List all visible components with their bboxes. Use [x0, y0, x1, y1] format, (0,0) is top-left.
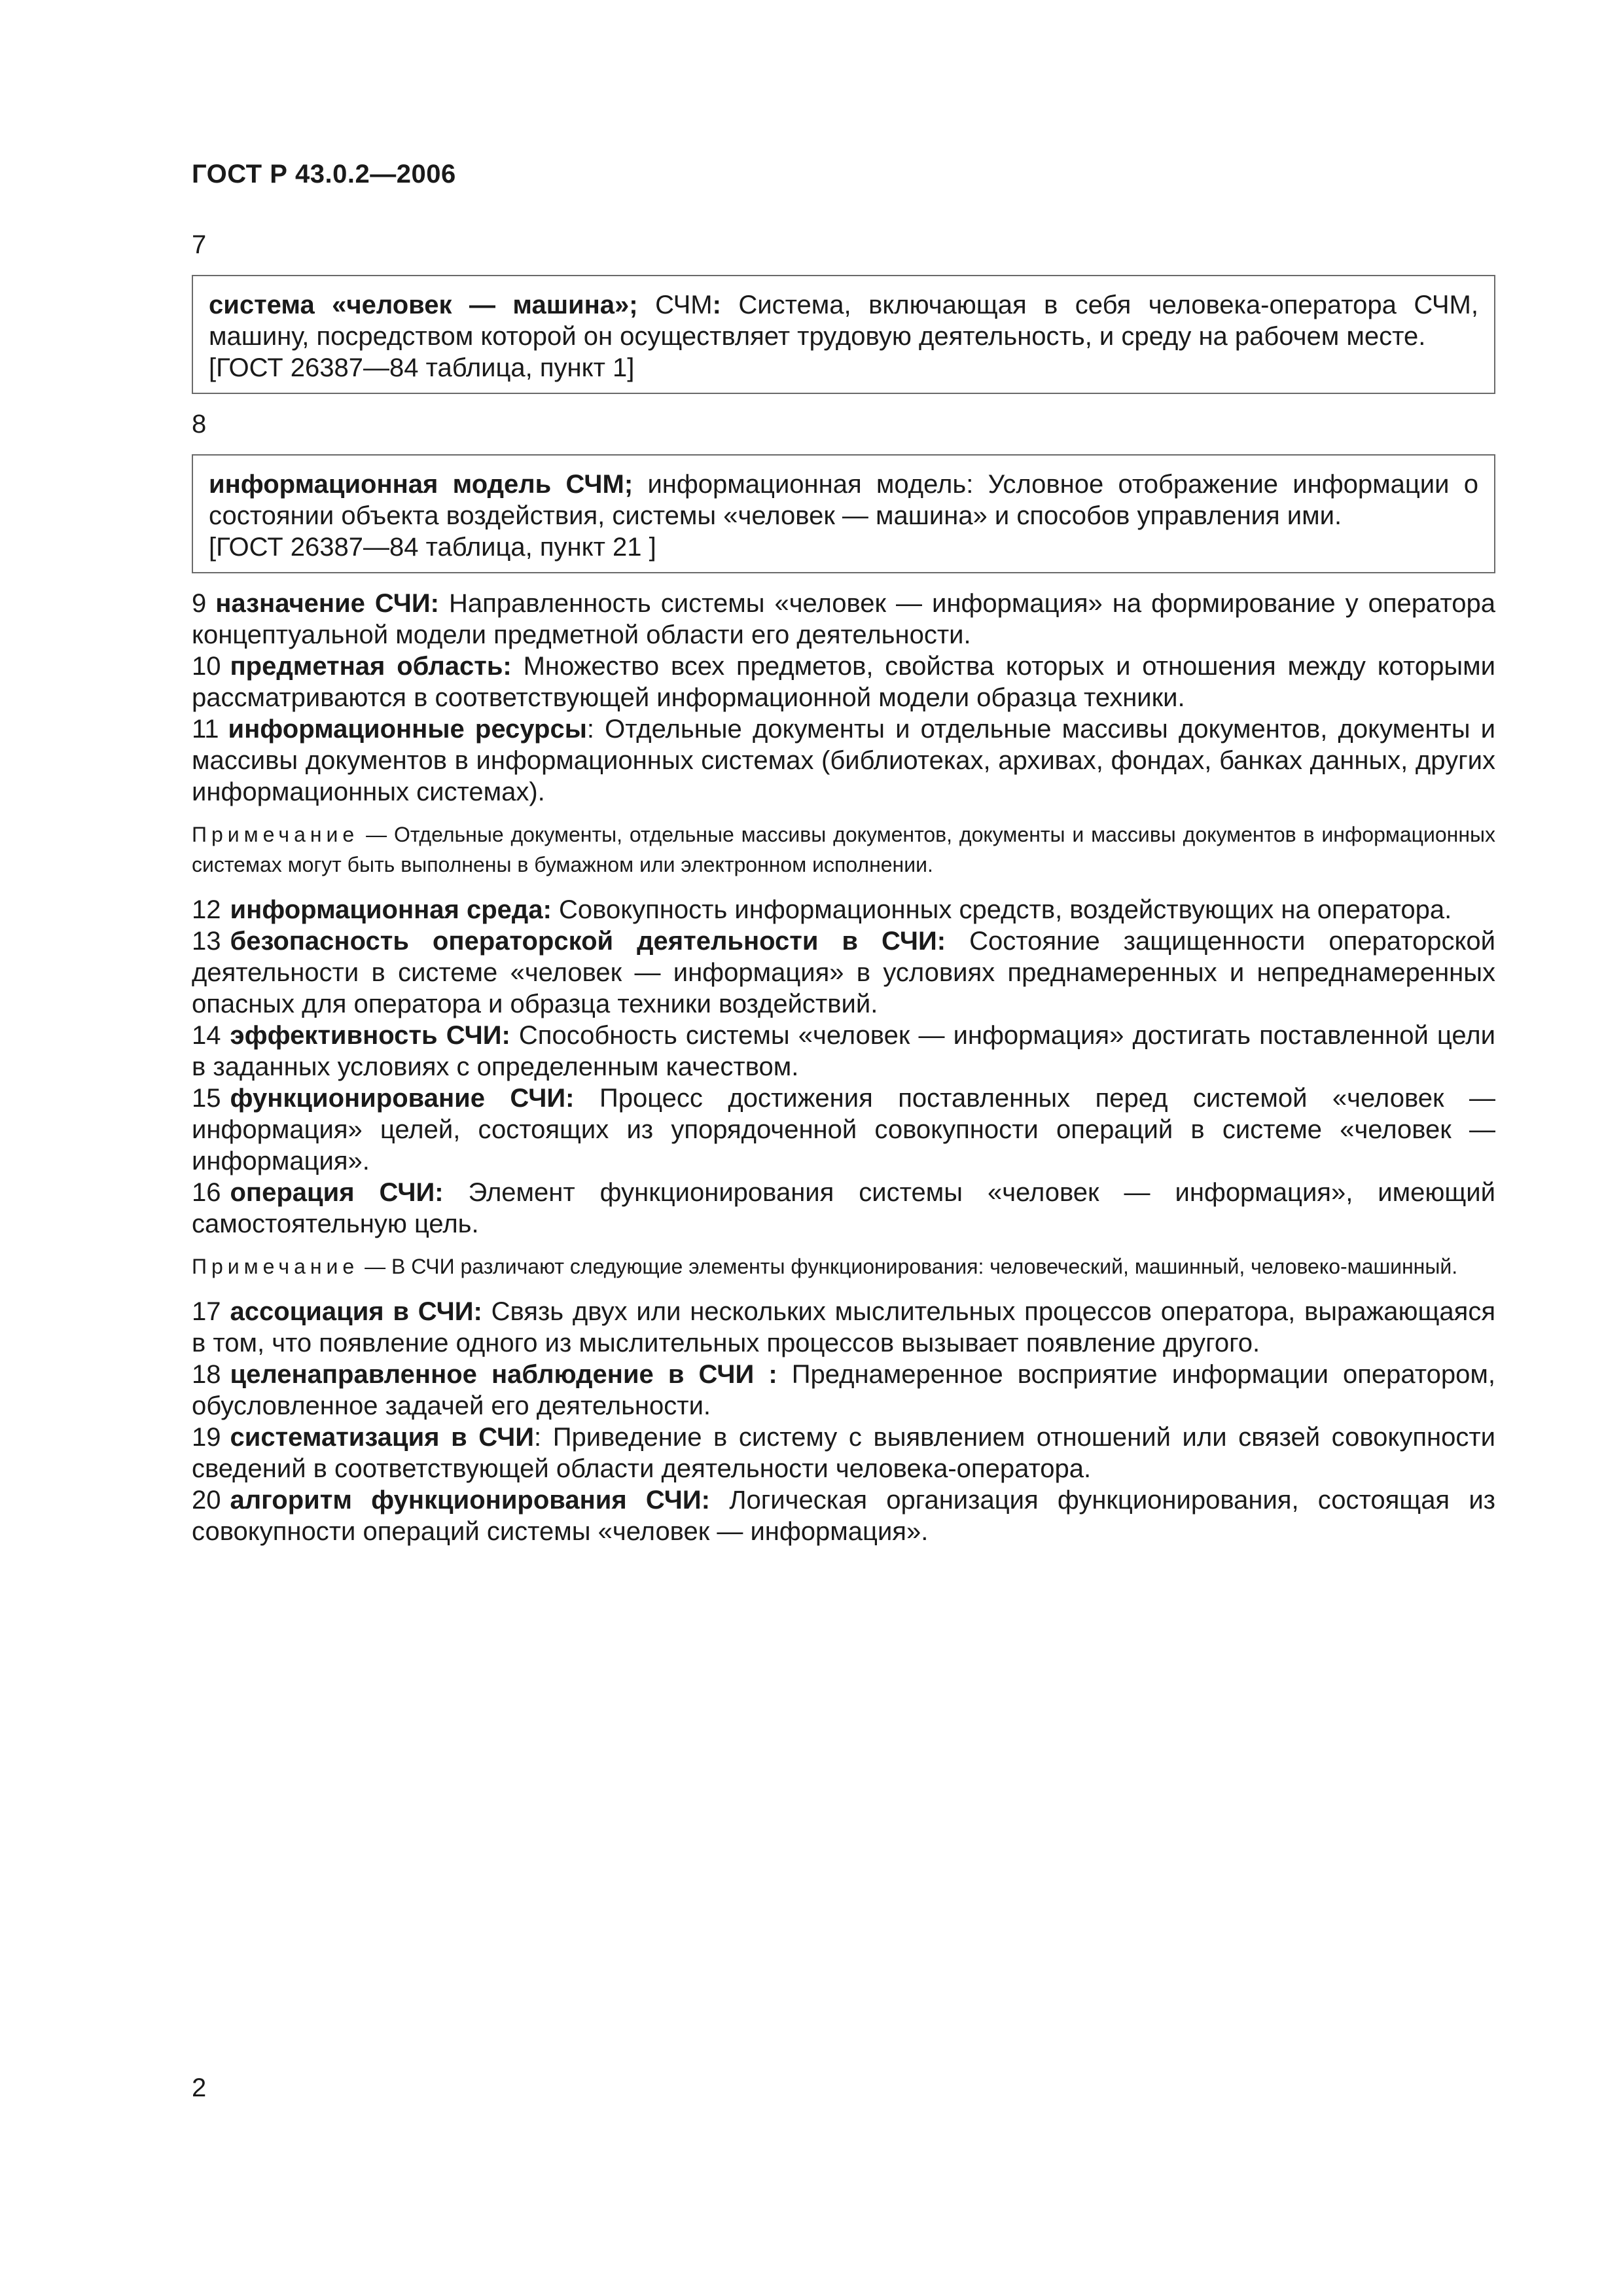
entry-term: безопасность операторской деятельности в СЧИ:: [230, 927, 946, 956]
entry-term: ассоциация в СЧИ:: [230, 1297, 482, 1326]
term-entry: [192, 894, 1495, 925]
term-entry: [192, 1296, 1495, 1359]
entry-text: Совокупность информационных средств, воздействующих на оператора.: [559, 895, 1452, 924]
entry-text: : Приведение в систему с выявлением отношений или связей совокупности сведений в соответствующей области деятельности человека-оператора.: [192, 1423, 1495, 1483]
note-label: Примечание: [192, 1255, 359, 1278]
term-entry: [192, 588, 1495, 651]
note-text: — Отдельные документы, отдельные массивы документов, документы и массивы документов в информационных системах могут быть выполнены в бумажном или электронном исполнении.: [192, 823, 1495, 876]
entry-number: 20: [192, 1486, 221, 1515]
document-body: [192, 229, 1495, 1547]
entry-number: 15: [192, 1084, 221, 1113]
entry-number: 16: [192, 1178, 221, 1207]
entry-text: Состояние защищенности операторской деятельности в системе «человек — информация» в условиях преднамеренных и непреднамеренных опасных для оператора и образца техники воздействий.: [192, 927, 1495, 1018]
entry-number: 9: [192, 589, 207, 618]
term-entry: [192, 1020, 1495, 1083]
entry-text: Процесс достижения поставленных перед системой «человек — информация» целей, состоящих из упорядоченной совокупности операций в системе «человек — информация».: [192, 1084, 1495, 1175]
term-entry: [192, 713, 1495, 808]
note: [192, 819, 1495, 880]
box-reference: [ГОСТ 26387—84 таблица, пункт 21 ]: [209, 533, 656, 562]
box-abbreviation: СЧМ: [655, 291, 713, 319]
entry-term: предметная область:: [230, 652, 512, 681]
term-entry: [192, 1422, 1495, 1484]
document-header: ГОСТ Р 43.0.2—2006: [192, 160, 456, 188]
entry-number: 12: [192, 895, 221, 924]
entry-text: Преднамеренное восприятие информации оператором, обусловленное задачей его деятельности.: [192, 1360, 1495, 1420]
term-entry: [192, 1359, 1495, 1422]
note: [192, 1251, 1495, 1282]
box-term: система «человек — машина»;: [209, 291, 638, 319]
definition-box: [192, 275, 1495, 394]
entry-term: функционирование СЧИ:: [230, 1084, 575, 1113]
page-number: 2: [192, 2073, 207, 2102]
box-abbreviation: информационная модель:: [647, 470, 974, 499]
term-entry: [192, 925, 1495, 1020]
entry-text: Связь двух или нескольких мыслительных процессов оператора, выражающаяся в том, что появление одного из мыслительных процессов вызывает появление другого.: [192, 1297, 1495, 1357]
entry-text: Элемент функционирования системы «человек — информация», имеющий самостоятельную цель.: [192, 1178, 1495, 1238]
entry-term: систематизация в СЧИ: [230, 1423, 534, 1452]
definition-box: [192, 454, 1495, 573]
entry-text: : Отдельные документы и отдельные массивы документов, документы и массивы документов в информационных системах (библиотеках, архивах, фондах, банках данных, других информационных системах).: [192, 715, 1496, 806]
term-entry: [192, 651, 1495, 713]
term-entry: [192, 1484, 1495, 1547]
term-entry: [192, 1083, 1495, 1177]
box-number: 7: [192, 230, 207, 259]
entry-number: 19: [192, 1423, 221, 1452]
entry-term: целенаправленное наблюдение в СЧИ :: [230, 1360, 777, 1389]
entry-number: 14: [192, 1021, 221, 1050]
box-definition: Система, включающая в себя человека-оператора СЧМ, машину, посредством которой он осуществляет трудовую деятельность, и среду на рабочем месте.: [209, 291, 1478, 351]
entry-number: 18: [192, 1360, 221, 1389]
term-entry: [192, 1177, 1495, 1240]
entry-term: алгоритм функционирования СЧИ:: [230, 1486, 710, 1515]
box-number: 8: [192, 410, 207, 439]
box-definition: Условное отображение информации о состоянии объекта воздействия, системы «человек — машина» и способов управления ими.: [209, 470, 1478, 530]
box-term: информационная модель СЧМ;: [209, 470, 633, 499]
entry-number: 11: [192, 715, 219, 744]
entry-term: информационные ресурсы: [228, 715, 587, 744]
entry-text: Способность системы «человек — информация» достигать поставленной цели в заданных условиях с определенным качеством.: [192, 1021, 1495, 1081]
entry-term: операция СЧИ:: [230, 1178, 444, 1207]
entry-number: 17: [192, 1297, 221, 1326]
entry-number: 10: [192, 652, 221, 681]
box-colon: :: [712, 291, 721, 319]
entry-term: эффективность СЧИ:: [230, 1021, 510, 1050]
entry-term: информационная среда:: [230, 895, 552, 924]
entry-text: Направленность системы «человек — информация» на формирование у оператора концептуальной модели предметной области его деятельности.: [192, 589, 1495, 649]
note-label: Примечание: [192, 823, 359, 846]
box-reference: [ГОСТ 26387—84 таблица, пункт 1]: [209, 353, 635, 382]
entry-number: 13: [192, 927, 221, 956]
entry-text: Логическая организация функционирования, состоящая из совокупности операций системы «человек — информация».: [192, 1486, 1496, 1546]
entry-text: Множество всех предметов, свойства которых и отношения между которыми рассматриваются в соответствующей информационной модели образца техники.: [192, 652, 1495, 712]
entry-term: назначение СЧИ:: [215, 589, 439, 618]
note-text: — В СЧИ различают следующие элементы функционирования: человеческий, машинный, человеко-машинный.: [365, 1255, 1458, 1278]
